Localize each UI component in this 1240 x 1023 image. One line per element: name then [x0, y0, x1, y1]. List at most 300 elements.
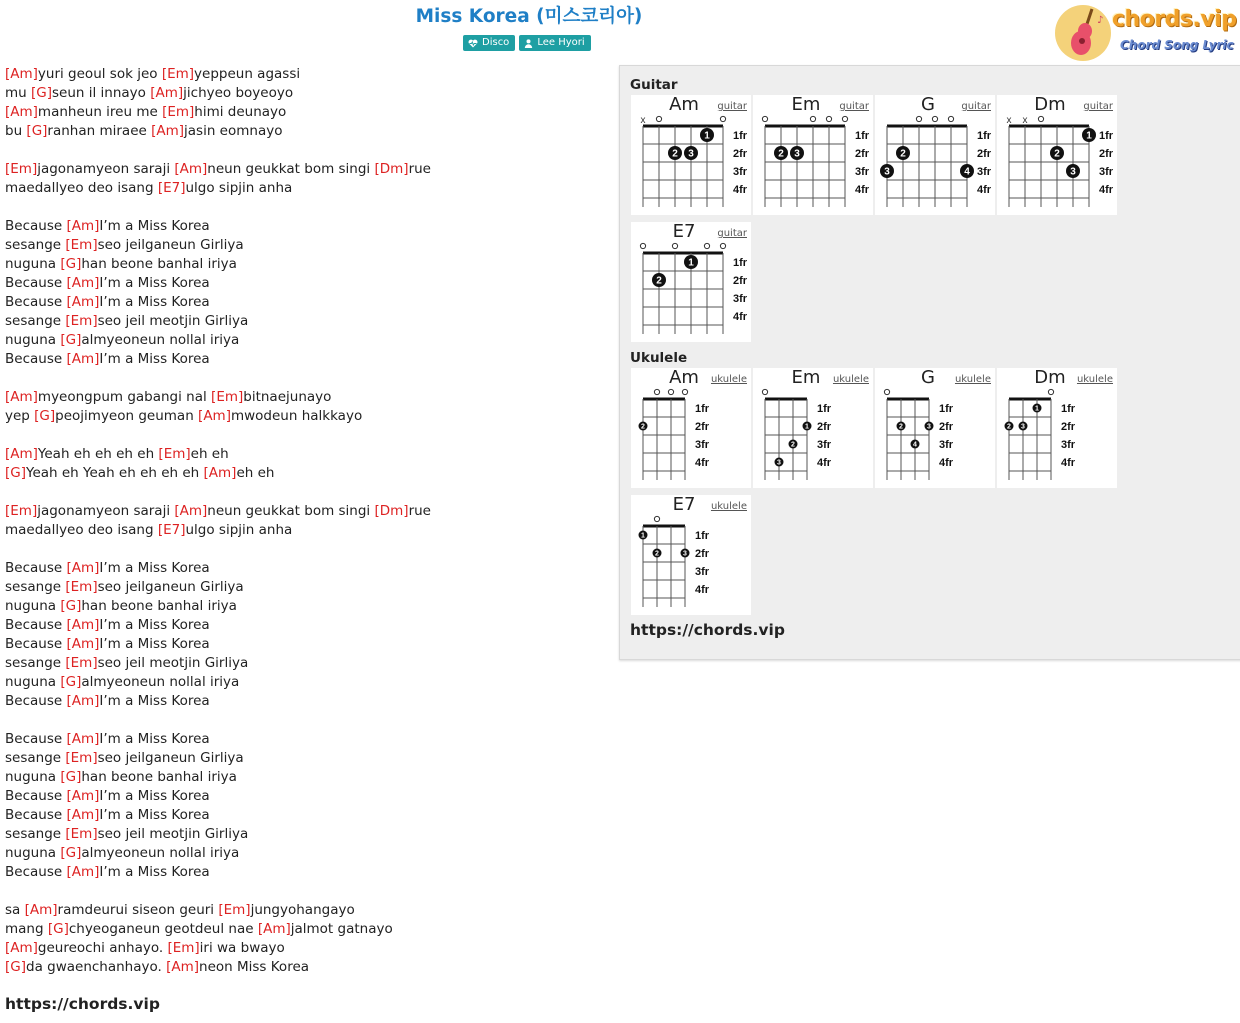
lyric-text: yep [5, 408, 35, 424]
lyric-text: Because [5, 636, 67, 652]
chord-tag[interactable]: [Em] [65, 579, 98, 595]
chord-tag[interactable]: [Am] [174, 503, 208, 519]
finger-number: 2 [1054, 148, 1060, 160]
lyric-blank-line [5, 198, 605, 217]
svg-text:♪: ♪ [1097, 15, 1104, 26]
finger-number: 3 [683, 550, 687, 558]
chord-tag[interactable]: [Dm] [374, 503, 409, 519]
fret-number-label: 2fr [733, 148, 748, 160]
open-string-marker [656, 116, 661, 121]
chord-tag[interactable]: [Am] [174, 161, 208, 177]
lyric-text: I’m a Miss Korea [99, 807, 210, 823]
finger-number: 3 [688, 148, 694, 160]
chord-tag[interactable]: [G] [31, 85, 52, 101]
open-string-marker [810, 116, 815, 121]
lyric-text: I’m a Miss Korea [99, 636, 210, 652]
finger-number: 2 [655, 550, 659, 558]
open-string-marker [762, 389, 767, 394]
guitar-instrument-link[interactable]: guitar [961, 101, 991, 112]
open-string-marker [762, 116, 767, 121]
chord-tag[interactable]: [Am] [151, 123, 185, 139]
lyric-blank-line [5, 483, 605, 502]
fret-number-label: 1fr [733, 130, 748, 142]
lyric-text: geureochi anhayo. [37, 940, 168, 956]
fret-number-label: 2fr [695, 421, 710, 433]
chord-tag[interactable]: [Em] [218, 902, 251, 918]
lyric-text: Because [5, 294, 67, 310]
lyric-text: Yeah eh Yeah eh eh eh eh [26, 465, 204, 481]
guitar-chord-card[interactable] [997, 95, 1117, 215]
fret-number-label: 1fr [977, 130, 992, 142]
finger-number: 1 [1035, 405, 1039, 413]
chord-tag[interactable]: [Am] [203, 465, 237, 481]
lyric-line [5, 559, 605, 578]
chord-tag[interactable]: [Em] [158, 446, 191, 462]
lyric-text: sesange [5, 826, 66, 842]
lyric-text: myeongpum gabangi nal [37, 389, 212, 405]
chord-tag[interactable]: [Em] [65, 237, 98, 253]
chord-tag[interactable]: [Am] [5, 940, 38, 956]
chord-tag[interactable]: [G] [5, 959, 26, 975]
person-icon [524, 39, 533, 48]
chord-name: E7 [672, 221, 696, 242]
fret-number-label: 1fr [855, 130, 870, 142]
lyric-blank-line [5, 711, 605, 730]
fret-number-label: 4fr [695, 457, 710, 469]
fret-number-label: 3fr [733, 293, 748, 305]
open-string-marker [1048, 389, 1053, 394]
lyric-text: nuguna [5, 256, 61, 272]
chord-tag[interactable]: [Am] [257, 921, 291, 937]
lyric-text: sesange [5, 750, 66, 766]
genre-tag-label: Disco [482, 37, 510, 48]
chord-tag[interactable]: [Em] [65, 313, 98, 329]
lyric-text: yuri geoul sok jeo [37, 66, 162, 82]
lyric-text: almyeoneun nollal iriya [81, 332, 240, 348]
lyric-text: I’m a Miss Korea [99, 693, 210, 709]
chord-tag[interactable]: [Am] [66, 560, 100, 576]
chord-tag[interactable]: [Em] [65, 750, 98, 766]
chord-tag[interactable]: [Am] [66, 218, 100, 234]
lyric-line [5, 350, 605, 369]
lyric-blank-line [5, 882, 605, 901]
guitar-chord-card[interactable] [631, 222, 751, 342]
open-string-marker [948, 116, 953, 121]
lyric-text: seo jeil meotjin Girliya [97, 313, 249, 329]
open-string-marker [640, 243, 645, 248]
lyric-line [5, 806, 605, 825]
finger-number: 4 [964, 166, 970, 178]
lyric-text: mu [5, 85, 31, 101]
guitar-instrument-link[interactable]: guitar [839, 101, 869, 112]
lyric-line [5, 312, 605, 331]
lyric-text: Because [5, 560, 67, 576]
lyric-text: Because [5, 351, 67, 367]
fret-number-label: 4fr [939, 457, 954, 469]
lyric-text: ranhan miraee [47, 123, 152, 139]
chord-name: Em [791, 367, 821, 388]
chord-name: Em [791, 94, 821, 115]
lyric-text: sesange [5, 579, 66, 595]
finger-number: 1 [704, 130, 710, 142]
chord-tag[interactable]: [Em] [65, 655, 98, 671]
finger-number: 2 [899, 423, 903, 431]
lyric-text: seo jeil meotjin Girliya [97, 826, 249, 842]
fret-number-label: 2fr [817, 421, 832, 433]
ukulele-chord-card[interactable] [631, 368, 751, 488]
chord-tag[interactable]: [Em] [161, 66, 195, 82]
lyric-line [5, 407, 605, 426]
fret-number-label: 1fr [1099, 130, 1114, 142]
chord-tag[interactable]: [Am] [5, 389, 38, 405]
chord-tag[interactable]: [G] [60, 598, 82, 614]
ukulele-instrument-link[interactable]: ukulele [954, 374, 991, 385]
finger-number: 3 [927, 423, 931, 431]
guitar-instrument-link[interactable]: guitar [1083, 101, 1113, 112]
panel-source-link[interactable]: https://chords.vip [630, 621, 785, 639]
song-title[interactable]: Miss Korea (미스코리아) [415, 6, 643, 27]
lyric-line [5, 863, 605, 882]
chord-tag[interactable]: [Am] [5, 66, 38, 82]
chord-name: E7 [672, 494, 696, 515]
finger-number: 3 [777, 459, 781, 467]
fret-number-label: 3fr [695, 439, 710, 451]
lyric-text: himi deunayo [194, 104, 287, 120]
fret-number-label: 4fr [977, 184, 992, 196]
chord-tag[interactable]: [Am] [66, 294, 100, 310]
guitar-instrument-link[interactable]: guitar [717, 101, 747, 112]
lyric-text: Because [5, 617, 67, 633]
lyric-text: sesange [5, 655, 66, 671]
finger-number: 2 [1007, 423, 1011, 431]
lyric-text: mwodeun halkkayo [230, 408, 363, 424]
logo-tagline: Chord Song Lyric [1120, 38, 1234, 52]
lyric-text: ulgo sipjin anha [185, 180, 293, 196]
logo-brand: chords.vip [1112, 7, 1237, 32]
lyric-line [5, 84, 605, 103]
lyric-text: nuguna [5, 674, 61, 690]
finger-number: 1 [805, 423, 809, 431]
finger-number: 2 [656, 275, 662, 287]
lyric-line [5, 692, 605, 711]
lyric-text: jagonamyeon saraji [37, 503, 175, 519]
lyric-text: iri wa bwayo [199, 940, 285, 956]
fret-number-label: 2fr [977, 148, 992, 160]
open-string-marker [704, 243, 709, 248]
chord-tag[interactable]: [Am] [24, 902, 58, 918]
guitar-chord-card[interactable] [875, 95, 995, 215]
lyric-line [5, 635, 605, 654]
lyric-text: I’m a Miss Korea [99, 275, 210, 291]
finger-number: 2 [791, 441, 795, 449]
chord-tag[interactable]: [G] [60, 332, 82, 348]
lyric-line [5, 654, 605, 673]
finger-number: 2 [900, 148, 906, 160]
lyric-blank-line [5, 141, 605, 160]
lyric-line [5, 844, 605, 863]
open-string-marker [654, 516, 659, 521]
fret-number-label: 4fr [1061, 457, 1076, 469]
chord-name: Dm [1034, 367, 1066, 388]
finger-number: 2 [641, 423, 645, 431]
muted-string-marker: x [640, 115, 646, 126]
chord-tag[interactable]: [E7] [157, 180, 186, 196]
guitar-instrument-link[interactable]: guitar [717, 228, 747, 239]
lyric-text: ulgo sipjin anha [185, 522, 293, 538]
finger-number: 1 [641, 532, 645, 540]
lyric-text: neun geukkat bom singi [207, 161, 375, 177]
lyric-text: han beone banhal iriya [81, 598, 237, 614]
lyric-text: eh eh [236, 465, 275, 481]
lyric-text: Because [5, 218, 67, 234]
fret-number-label: 4fr [733, 184, 748, 196]
fret-number-label: 1fr [939, 403, 954, 415]
lyric-text: manheun ireu me [37, 104, 163, 120]
ukulele-instrument-link[interactable]: ukulele [832, 374, 869, 385]
lyric-text: Because [5, 864, 67, 880]
fret-number-label: 3fr [1061, 439, 1076, 451]
ukulele-instrument-link[interactable]: ukulele [1076, 374, 1113, 385]
lyric-text: seo jeilganeun Girliya [97, 237, 244, 253]
chord-name: Am [669, 94, 699, 115]
chord-tag[interactable]: [Em] [5, 161, 38, 177]
lyric-text: sesange [5, 313, 66, 329]
lyric-text: han beone banhal iriya [81, 769, 237, 785]
chord-diagram-panel [619, 65, 1240, 660]
lyric-text: seo jeilganeun Girliya [97, 579, 244, 595]
chord-tag[interactable]: [Am] [66, 807, 100, 823]
lyric-line [5, 179, 605, 198]
open-string-marker [932, 116, 937, 121]
guitar-section-label: Guitar [630, 77, 678, 93]
lyric-text: seun il innayo [52, 85, 151, 101]
lyric-text: seo jeil meotjin Girliya [97, 655, 249, 671]
fret-number-label: 3fr [817, 439, 832, 451]
open-string-marker [916, 116, 921, 121]
chord-tag[interactable]: [Dm] [374, 161, 409, 177]
chord-tag[interactable]: [Am] [198, 408, 231, 424]
muted-string-marker: x [1006, 115, 1012, 126]
chord-tag[interactable]: [Am] [5, 104, 38, 120]
open-string-marker [842, 116, 847, 121]
chord-tag[interactable]: [G] [5, 465, 26, 481]
lyric-line [5, 255, 605, 274]
lyric-line [5, 388, 605, 407]
lyric-line [5, 103, 605, 122]
lyric-line [5, 958, 605, 977]
fret-number-label: 1fr [817, 403, 832, 415]
chord-tag[interactable]: [Am] [66, 636, 100, 652]
fret-number-label: 1fr [1061, 403, 1076, 415]
lyric-line [5, 331, 605, 350]
ukulele-chord-card[interactable] [753, 368, 873, 488]
lyric-text: I’m a Miss Korea [99, 218, 210, 234]
lyric-text: jasin eomnayo [184, 123, 283, 139]
chord-tag[interactable]: [G] [60, 769, 82, 785]
chord-tag[interactable]: [Em] [162, 104, 195, 120]
lyric-text: nuguna [5, 598, 61, 614]
heart-pulse-icon [468, 39, 478, 48]
chord-tag[interactable]: [Em] [211, 389, 244, 405]
lyric-line [5, 160, 605, 179]
lyric-text: I’m a Miss Korea [99, 351, 210, 367]
fret-number-label: 2fr [1099, 148, 1114, 160]
chord-tag[interactable]: [Am] [150, 85, 184, 101]
lyric-text: nuguna [5, 769, 61, 785]
chord-tag[interactable]: [Am] [66, 617, 100, 633]
fret-number-label: 4fr [817, 457, 832, 469]
lyric-line [5, 578, 605, 597]
lyric-text: Because [5, 275, 67, 291]
lyric-text: Because [5, 693, 67, 709]
finger-number: 2 [672, 148, 678, 160]
lyric-line [5, 236, 605, 255]
lyric-line [5, 122, 605, 141]
ukulele-section-label: Ukulele [630, 350, 688, 366]
chord-tag[interactable]: [Am] [66, 351, 100, 367]
open-string-marker [1038, 116, 1043, 121]
ukulele-instrument-link[interactable]: ukulele [710, 374, 747, 385]
lyric-line [5, 673, 605, 692]
lyric-text: jichyeo boyeoyo [183, 85, 294, 101]
lyric-line [5, 65, 605, 84]
fret-number-label: 1fr [733, 257, 748, 269]
lyric-text: ramdeurui siseon geuri [57, 902, 219, 918]
lyric-text: eh eh [190, 446, 229, 462]
chord-tag[interactable]: [E7] [157, 522, 186, 538]
lyric-text: mang [5, 921, 48, 937]
chord-tag[interactable]: [G] [60, 674, 82, 690]
chord-tag[interactable]: [G] [47, 921, 69, 937]
lyric-line [5, 597, 605, 616]
lyric-text: jungyohangayo [250, 902, 355, 918]
ukulele-chord-card[interactable] [997, 368, 1117, 488]
fret-number-label: 3fr [695, 566, 710, 578]
finger-number: 3 [794, 148, 800, 160]
site-logo[interactable] [1054, 3, 1236, 63]
open-string-marker [672, 243, 677, 248]
lyric-text: jalmot gatnayo [290, 921, 393, 937]
lyric-line [5, 274, 605, 293]
chord-tag[interactable]: [Em] [5, 503, 38, 519]
fret-number-label: 3fr [939, 439, 954, 451]
chord-tag[interactable]: [G] [26, 123, 48, 139]
lyric-line [5, 939, 605, 958]
lyric-text: neon Miss Korea [199, 959, 310, 975]
lyric-text: rue [408, 503, 431, 519]
open-string-marker [682, 389, 687, 394]
lyric-line [5, 217, 605, 236]
lyric-text: Yeah eh eh eh eh [37, 446, 159, 462]
artist-tag[interactable] [519, 35, 590, 51]
lyric-line [5, 787, 605, 806]
muted-string-marker: x [1022, 115, 1028, 126]
lyric-text: da gwaenchanhayo. [26, 959, 167, 975]
chord-tag[interactable]: [Am] [66, 731, 100, 747]
chord-name: Am [669, 367, 699, 388]
chord-tag[interactable]: [G] [60, 256, 82, 272]
fret-number-label: 1fr [695, 403, 710, 415]
lyric-text: I’m a Miss Korea [99, 731, 210, 747]
lyric-text: maedallyeo deo isang [5, 180, 158, 196]
chord-tag[interactable]: [Em] [65, 826, 98, 842]
fret-number-label: 2fr [855, 148, 870, 160]
lyric-text: Because [5, 788, 67, 804]
open-string-marker [654, 389, 659, 394]
open-string-marker [826, 116, 831, 121]
chord-tag[interactable]: [Am] [66, 788, 100, 804]
lyric-line [5, 502, 605, 521]
lyric-text: yeppeun agassi [194, 66, 301, 82]
lyric-text: bitnaejunayo [243, 389, 332, 405]
finger-number: 1 [688, 257, 694, 269]
chord-tag[interactable]: [Am] [66, 275, 100, 291]
open-string-marker [668, 389, 673, 394]
fret-number-label: 2fr [733, 275, 748, 287]
lyric-text: rue [408, 161, 431, 177]
lyric-text: chyeoganeun geotdeul nae [68, 921, 258, 937]
lyrics-source-link[interactable]: https://chords.vip [5, 995, 160, 1013]
song-tags [463, 35, 591, 51]
finger-number: 3 [1070, 166, 1076, 178]
chord-tag[interactable]: [Am] [5, 446, 38, 462]
lyric-text: I’m a Miss Korea [99, 864, 210, 880]
ukulele-chord-card[interactable] [875, 368, 995, 488]
lyric-text: I’m a Miss Korea [99, 788, 210, 804]
lyric-text: bu [5, 123, 27, 139]
ukulele-instrument-link[interactable]: ukulele [710, 501, 747, 512]
lyric-line [5, 749, 605, 768]
lyric-line [5, 730, 605, 749]
open-string-marker [884, 389, 889, 394]
chord-tag[interactable]: [Am] [66, 864, 100, 880]
lyric-blank-line [5, 540, 605, 559]
lyric-text: I’m a Miss Korea [99, 617, 210, 633]
lyric-text: I’m a Miss Korea [99, 294, 210, 310]
open-string-marker [720, 116, 725, 121]
lyric-text: Because [5, 807, 67, 823]
guitar-chord-card[interactable] [631, 95, 751, 215]
lyrics-body [5, 65, 605, 977]
chord-tag[interactable]: [Am] [66, 693, 100, 709]
fret-number-label: 4fr [855, 184, 870, 196]
lyric-text: maedallyeo deo isang [5, 522, 158, 538]
chord-tag[interactable]: [Am] [166, 959, 200, 975]
ukulele-chord-card[interactable] [631, 495, 751, 615]
guitar-chord-card[interactable] [753, 95, 873, 215]
artist-tag-label: Lee Hyori [537, 37, 585, 48]
chord-name: Dm [1034, 94, 1066, 115]
fret-number-label: 3fr [1099, 166, 1114, 178]
chord-tag[interactable]: [G] [34, 408, 56, 424]
lyric-text: nuguna [5, 332, 61, 348]
fret-number-label: 1fr [695, 530, 710, 542]
fret-number-label: 4fr [1099, 184, 1114, 196]
lyric-text: han beone banhal iriya [81, 256, 237, 272]
genre-tag[interactable] [463, 35, 515, 51]
fret-number-label: 4fr [733, 311, 748, 323]
fret-number-label: 4fr [695, 584, 710, 596]
lyric-blank-line [5, 426, 605, 445]
fret-number-label: 3fr [733, 166, 748, 178]
chord-tag[interactable]: [G] [60, 845, 82, 861]
chord-tag[interactable]: [Em] [167, 940, 200, 956]
finger-number: 1 [1086, 130, 1092, 142]
open-string-marker [720, 243, 725, 248]
finger-number: 3 [1021, 423, 1025, 431]
lyric-line [5, 616, 605, 635]
lyric-text: nuguna [5, 845, 61, 861]
